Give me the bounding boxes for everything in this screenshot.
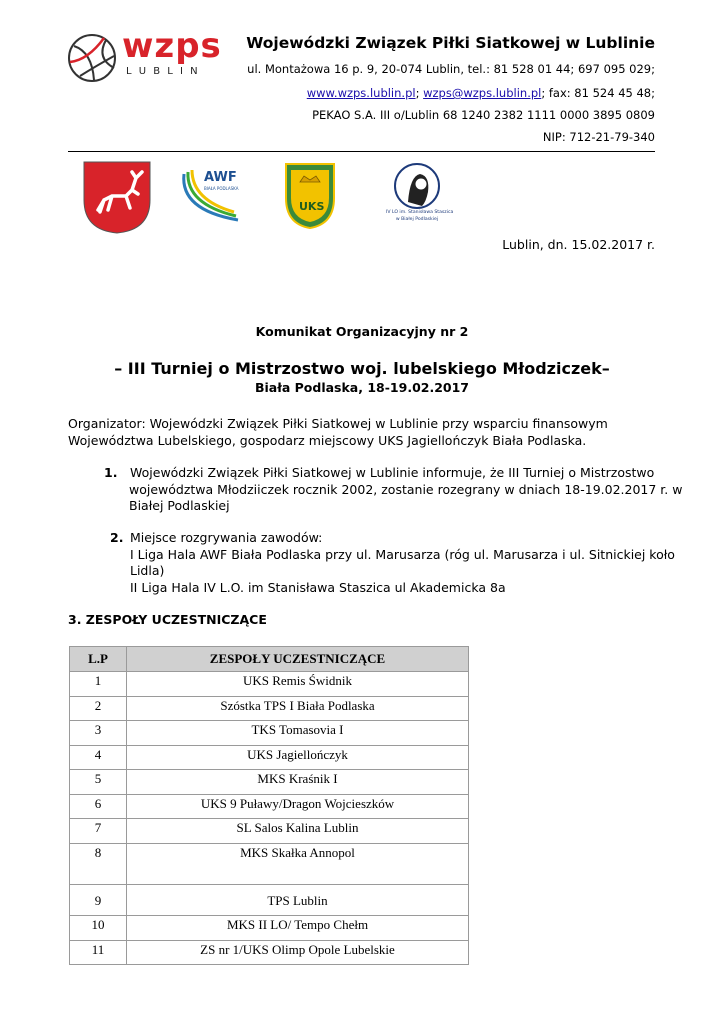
komunikat-title: Komunikat Organizacyjny nr 2: [255, 324, 469, 339]
point2-line3: Lidla): [130, 563, 165, 578]
point1-line2: województwa Młodziiczek rocznik 2002, zostanie rozegrany w dniach 18-19.02.2017 r. w: [129, 481, 683, 497]
tournament-subtitle: Biała Podlaska, 18-19.02.2017: [254, 380, 470, 395]
wzps-logo: [66, 26, 242, 90]
section3-heading: 3. ZESPOŁY UCZESTNICZĄCE: [68, 612, 267, 627]
uks-crest: [284, 162, 336, 234]
header-lp: L.P: [70, 647, 127, 672]
row-number: 2: [70, 696, 127, 721]
point2-line1: Miejsce rozgrywania zawodów:: [130, 530, 323, 545]
school-line2: w Białej Podlaskiej: [395, 217, 439, 222]
email-link[interactable]: wzps@wzps.lublin.pl: [423, 86, 542, 100]
teams-table: [69, 646, 469, 965]
point1-line3: Białej Podlaskiej: [129, 498, 230, 513]
table-row: [70, 672, 469, 697]
team-name: UKS 9 Puławy/Dragon Wojcieszków: [127, 794, 469, 819]
uks-shield-icon: [284, 162, 336, 230]
nip: NIP: 712-21-79-340: [542, 130, 655, 144]
team-name: UKS Remis Świdnik: [127, 672, 469, 697]
table-row: [70, 884, 469, 916]
tournament-title: – III Turniej o Mistrzostwo woj. lubelskiego Młodziczek–: [114, 359, 610, 378]
organizer-paragraph: [68, 416, 608, 449]
point1-cont: [129, 482, 682, 515]
team-name: MKS II LO/ Tempo Chełm: [127, 916, 469, 941]
row-number: 9: [70, 884, 127, 916]
row-number: 11: [70, 940, 127, 965]
awf-subtext: BIAŁA PODLASKA: [204, 186, 239, 191]
row-number: 7: [70, 819, 127, 844]
school-line1: IV LO im. Stanisława Staszica: [386, 210, 454, 215]
table-row: [70, 721, 469, 746]
team-name: Szóstka TPS I Biała Podlaska: [127, 696, 469, 721]
row-number: 1: [70, 672, 127, 697]
organizer-line1: Organizator: Wojewódzki Związek Piłki Siatkowej w Lublinie przy wsparciu finansowym: [68, 416, 608, 431]
logo-subtext: L U B L I N: [126, 66, 200, 77]
table-row: [70, 770, 469, 795]
point2-line4: II Liga Hala IV L.O. im Stanisława Staszica ul Akademicka 8a: [130, 579, 506, 595]
website-link[interactable]: www.wzps.lublin.pl: [306, 86, 416, 100]
team-name: TPS Lublin: [127, 884, 469, 916]
separator: ;: [415, 86, 424, 100]
row-number: 6: [70, 794, 127, 819]
header-teams: ZESPOŁY UCZESTNICZĄCE: [127, 647, 469, 672]
school-logo: [386, 162, 454, 232]
bank-account: PEKAO S.A. III o/Lublin 68 1240 2382 1111 0000 3895 0809: [312, 108, 655, 122]
table-header-row: [70, 647, 469, 672]
point2-number: 2.: [110, 530, 124, 545]
document-date: Lublin, dn. 15.02.2017 r.: [502, 237, 655, 252]
row-number: 10: [70, 916, 127, 941]
table-row: [70, 819, 469, 844]
team-name: MKS Kraśnik I: [127, 770, 469, 795]
team-name: MKS Skałka Annopol: [127, 843, 469, 884]
row-number: 3: [70, 721, 127, 746]
contact-line: [307, 86, 655, 100]
awf-text: AWF: [204, 170, 237, 185]
row-number: 8: [70, 843, 127, 884]
header-divider: [68, 151, 655, 152]
table-row: [70, 696, 469, 721]
table-row: [70, 916, 469, 941]
org-address: ul. Montażowa 16 p. 9, 20-074 Lublin, tel.: 81 528 01 44; 697 095 029;: [247, 62, 655, 76]
point1-number: 1.: [104, 465, 118, 480]
point2-text: [130, 530, 675, 596]
staszic-portrait-icon: [386, 162, 448, 212]
team-name: TKS Tomasovia I: [127, 721, 469, 746]
org-name: Wojewódzki Związek Piłki Siatkowej w Lublinie: [246, 34, 655, 52]
team-name: ZS nr 1/UKS Olimp Opole Lubelskie: [127, 940, 469, 965]
table-row: [70, 843, 469, 884]
point1-line1: Wojewódzki Związek Piłki Siatkowej w Lublinie informuje, że III Turniej o Mistrzostwo: [130, 465, 655, 480]
logo-text: wzps: [122, 26, 222, 66]
table-row: [70, 940, 469, 965]
lublin-crest: [82, 160, 152, 239]
awf-logo: [178, 164, 242, 230]
uks-text: UKS: [299, 200, 325, 213]
point2-line2: I Liga Hala AWF Biała Podlaska przy ul. Marusarza (róg ul. Marusarza i ul. Sitnickiej koło: [130, 546, 675, 562]
table-row: [70, 745, 469, 770]
row-number: 5: [70, 770, 127, 795]
table-row: [70, 794, 469, 819]
team-name: SL Salos Kalina Lublin: [127, 819, 469, 844]
row-number: 4: [70, 745, 127, 770]
fax-text: ; fax: 81 524 45 48;: [541, 86, 655, 100]
organizer-line2: Województwa Lubelskiego, gospodarz miejscowy UKS Jagiellończyk Biała Podlaska.: [68, 432, 587, 448]
team-name: UKS Jagiellończyk: [127, 745, 469, 770]
lublin-stag-icon: [82, 160, 152, 235]
point1-text: [130, 465, 654, 482]
